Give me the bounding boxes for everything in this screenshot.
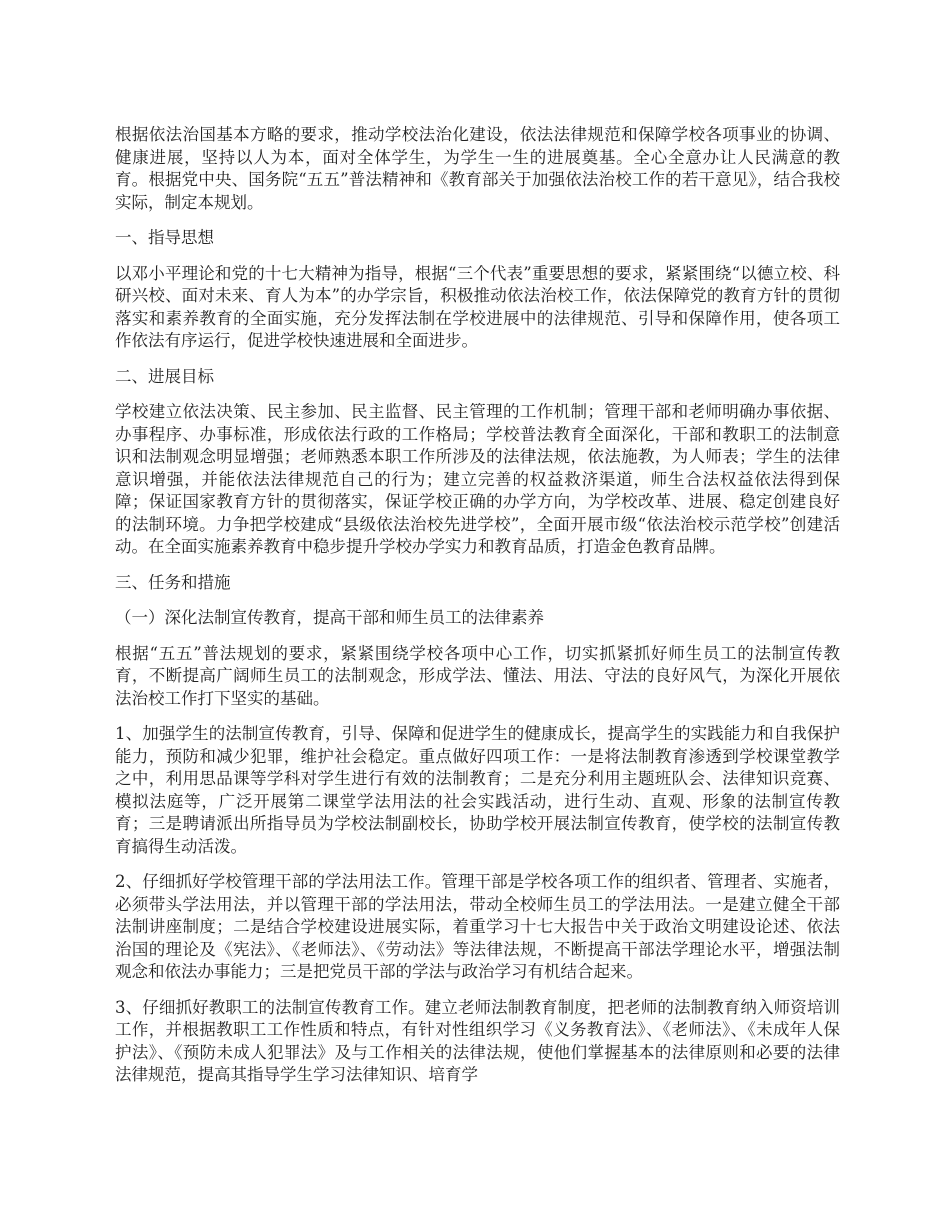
section-heading-tasks-measures: 三、任务和措施 xyxy=(115,572,231,592)
item-1-paragraph: 1、加强学生的法制宣传教育，引导、保障和促进学生的健康成长，提高学生的实践能力和自我保护能力，预防和减少犯罪，维护社会稳定。重点做好四项工作：一是将法制教育渗透到学校课堂教学之中，利用思品课等学科对学生进行有效的法制教育；二是充分利用主题班队会、法律知识竞赛、模拟法庭等，广泛开展第二课堂学法用法的社会实践活动，进行生动、直观、形象的法制宣传教育；三是聘请派出所指导员为学校法制副校长，协助学校开展法制宣传教育，使学校的法制宣传教育搞得生动活泼。 xyxy=(115,724,840,856)
item-3-paragraph: 3、仔细抓好教职工的法制宣传教育工作。建立老师法制教育制度，把老师的法制教育纳入师资培训工作，并根据教职工工作性质和特点，有针对性组织学习《义务教育法》、《老师法》、《未成年人保护法》、《预防未成人犯罪法》及与工作相关的法律法规，使他们掌握基本的法律原则和必要的法律法律规范，提高其指导学生学习法律知识、培育学 xyxy=(115,997,840,1084)
subsection-heading-legal-education: （一）深化法制宣传教育，提高干部和师生员工的法律素养 xyxy=(115,608,544,627)
section-heading-development-goals: 二、进展目标 xyxy=(115,366,214,386)
section-heading-guiding-ideology: 一、指导思想 xyxy=(115,228,214,247)
item-2-paragraph: 2、仔细抓好学校管理干部的学法用法工作。管理干部是学校各项工作的组织者、管理者、实施者，必须带头学法用法，并以管理干部的学法用法，带动全校师生员工的学法用法。一是建立健全干部法制讲座制度；二是结合学校建设进展实际，着重学习十七大报告中关于政治文明建设论述、依法治国的理论及《宪法》、《老师法》、《劳动法》等法律法规，不断提高干部法学理论水平，增强法制观念和依法办事能力；三是把党员干部的学法与政治学习有机结合起来。 xyxy=(115,872,840,981)
guiding-ideology-paragraph: 以邓小平理论和党的十七大精神为指导，根据“三个代表”重要思想的要求，紧紧围绕“以德立校、科研兴校、面对未来、育人为本”的办学宗旨，积极推动依法治校工作，依法保障党的教育方针的贯彻落实和素养教育的全面实施，充分发挥法制在学校进展中的法律规范、引导和保障作用，使各项工作依法有序运行，促进学校快速进展和全面进步。 xyxy=(115,263,840,350)
intro-paragraph: 根据依法治国基本方略的要求，推动学校法治化建设，依法法律规范和保障学校各项事业的协调、健康进展，坚持以人为本，面对全体学生，为学生一生的进展奠基。全心全意办让人民满意的教育。根据党中央、国务院“五五”普法精神和《教育部关于加强依法治校工作的若干意见》，结合我校实际，制定本规划。 xyxy=(115,125,840,212)
development-goals-paragraph: 学校建立依法决策、民主参加、民主监督、民主管理的工作机制；管理干部和老师明确办事依据、办事程序、办事标准，形成依法行政的工作格局；学校普法教育全面深化，干部和教职工的法制意识和法制观念明显增强；老师熟悉本职工作所涉及的法律法规，依法施教，为人师表；学生的法律意识增强，并能依法法律规范自己的行为；建立完善的权益救济渠道，师生合法权益依法得到保障；保证国家教育方针的贯彻落实，保证学校正确的办学方向，为学校改革、进展、稳定创建良好的法制环境。力争把学校建成“县级依法治校先进学校”，全面开展市级“依法治校示范学校”创建活动。在全面实施素养教育中稳步提升学校办学实力和教育品质，打造金色教育品牌。 xyxy=(115,402,840,556)
legal-education-paragraph: 根据“五五”普法规划的要求，紧紧围绕学校各项中心工作，切实抓紧抓好师生员工的法制宣传教育，不断提高广阔师生员工的法制观念，形成学法、懂法、用法、守法的良好风气，为深化开展依法治校工作打下坚实的基础。 xyxy=(115,643,840,708)
document-page xyxy=(115,124,840,1100)
